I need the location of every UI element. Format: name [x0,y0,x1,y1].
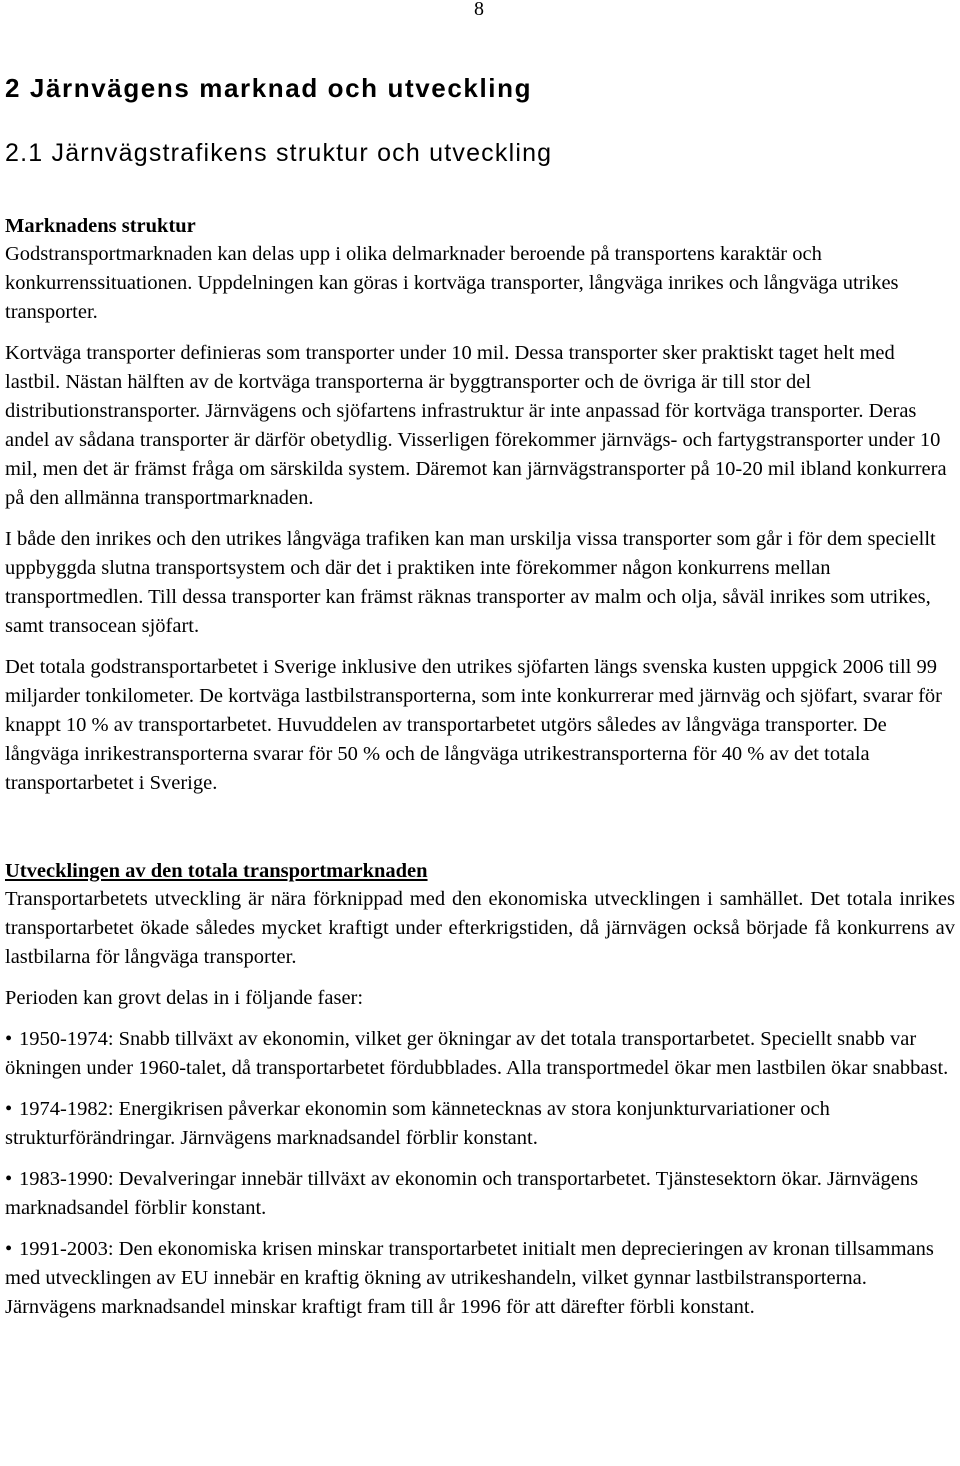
list-item-text: 1983-1990: Devalveringar innebär tillväxt av ekonomin och transportarbetet. Tjänstesektorn ökar. Järnvägens marknadsandel förblir konstant. [5,1168,919,1219]
subheading-market-structure: Marknadens struktur [5,215,196,237]
section-heading: 2.1 Järnvägstrafikens struktur och utveckling [5,139,553,167]
bullet-icon: • [5,1168,13,1190]
list-item-text: 1991-2003: Den ekonomiska krisen minskar transportarbetet initialt men deprecieringen av kronan tillsammans med utvecklingen av EU innebär en kraftig ökning av utrikeshandeln, vilket gynnar lastbilstransporterna. Järnvägens marknadsandel minskar kraftigt fram till år 1996 för att därefter förbli konstant. [5,1238,934,1318]
list-item [5,1235,955,1322]
list-item-text: 1950-1974: Snabb tillväxt av ekonomin, vilket ger ökningar av det totala transportarbetet. Speciellt snabb var ökningen under 1960-talet, då transportarbetet fördubblades. Alla transportmedel ökar men lastbilen ökar snabbast. [5,1028,949,1079]
bullet-icon: • [5,1098,13,1120]
body-text [5,212,955,1322]
bullet-icon: • [5,1238,13,1260]
paragraph: Det totala godstransportarbetet i Sverige inklusive den utrikes sjöfarten längs svenska kusten uppgick 2006 till 99 miljarder tonkilometer. De kortväga lastbilstransporterna, som inte konkurrerar med järnväg och sjöfart, svarar för knappt 10 % av transportarbetet. Huvuddelen av transportarbetet utgörs således av långväga transporter. De långväga inrikestransporterna svarar för 50 % och de långväga utrikestransporterna för 40 % av det totala transportarbetet i Sverige. [5,656,942,794]
list-item [5,1095,955,1153]
bullet-icon: • [5,1028,13,1050]
list-item-text: 1974-1982: Energikrisen påverkar ekonomin som kännetecknas av stora konjunkturvariationer och strukturförändringar. Järnvägens marknadsandel förblir konstant. [5,1098,830,1149]
paragraph: Kortväga transporter definieras som transporter under 10 mil. Dessa transporter sker praktiskt taget helt med lastbil. Nästan hälften av de kortväga transporterna är byggtransporter och de övriga är till stor del distributionstransporter. Järnvägens och sjöfartens infrastruktur är inte anpassad för kortväga transporter. Deras andel av sådana transporter är därför obetydlig. Visserligen förekommer järnvägs- och fartygstransporter under 10 mil, men det är främst fråga om särskilda system. Däremot kan järnvägstransporter på 10-20 mil ibland konkurrera på den allmänna transportmarknaden. [5,342,947,509]
paragraph: Transportarbetets utveckling är nära förknippad med den ekonomiska utvecklingen i samhället. Det totala inrikes transportarbetet ökade således mycket kraftigt under efterkrigstiden, då järnvägen också började få konkurrens av lastbilarna för långväga transporter. [5,888,955,968]
chapter-heading: 2 Järnvägens marknad och utveckling [5,73,533,103]
page-number: 8 [474,0,484,20]
list-item [5,1025,955,1083]
subheading-market-development: Utvecklingen av den totala transportmarknaden [5,860,428,882]
paragraph: I både den inrikes och den utrikes långväga trafiken kan man urskilja vissa transporter som går i för dem speciellt uppbyggda slutna transportsystem och där det i praktiken inte förekommer någon konkurrens mellan transportmedlen. Till dessa transporter kan främst räknas transporter av malm och olja, såväl inrikes som utrikes, samt transocean sjöfart. [5,528,936,637]
list-item [5,1165,955,1223]
paragraph: Godstransportmarknaden kan delas upp i olika delmarknader beroende på transportens karaktär och konkurrenssituationen. Uppdelningen kan göras i kortväga transporter, långväga inrikes och långväga utrikes transporter. [5,243,899,323]
phases-intro: Perioden kan grovt delas in i följande faser: [5,987,364,1009]
